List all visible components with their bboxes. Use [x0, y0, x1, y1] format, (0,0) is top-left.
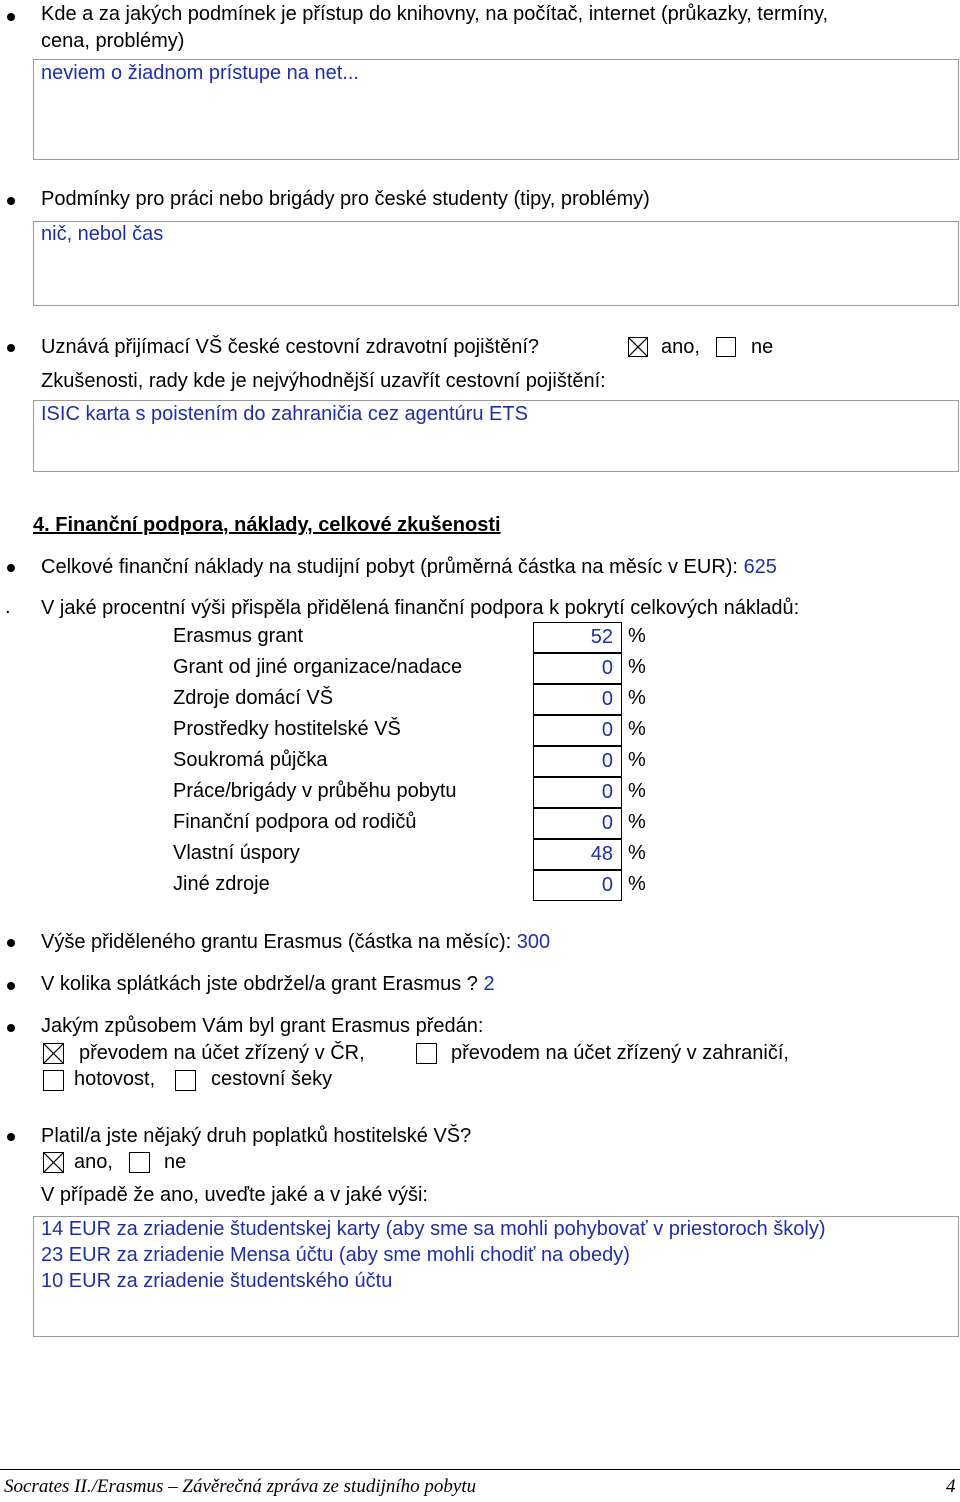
funding-unit: %	[628, 687, 646, 709]
answer-fees-line: 23 EUR za zriadenie Mensa účtu (aby sme mohli chodiť na obedy)	[41, 1244, 630, 1266]
funding-value-erasmus[interactable]: 52	[533, 622, 622, 653]
checkbox-insurance-no[interactable]	[716, 337, 736, 357]
checkbox-payment-cz[interactable]	[43, 1043, 64, 1064]
label-payment-cheques: cestovní šeky	[211, 1068, 333, 1090]
question-access-cont: cena, problémy)	[41, 30, 185, 52]
funding-label-loan: Soukromá půjčka	[173, 749, 328, 771]
question-insurance-advice: Zkušenosti, rady kde je nejvýhodnější uzavřít cestovní pojištění:	[41, 370, 606, 392]
funding-label-erasmus: Erasmus grant	[173, 625, 304, 647]
answer-costs: 625	[743, 556, 777, 578]
checkbox-payment-cheques[interactable]	[175, 1070, 196, 1091]
funding-value-home-uni[interactable]: 0	[533, 684, 622, 715]
question-costs-text: Celkové finanční náklady na studijní pobyt (průměrná částka na měsíc v EUR):	[41, 556, 738, 578]
checked-mark-icon	[44, 1044, 63, 1063]
answer-box-work[interactable]	[33, 221, 959, 306]
question-grant-amount	[41, 931, 550, 954]
question-installments	[41, 973, 495, 996]
footer-rule	[0, 1469, 960, 1470]
checkbox-insurance-yes[interactable]	[628, 337, 648, 357]
question-fees: Platil/a jste nějaký druh poplatků hostitelské VŠ?	[41, 1125, 472, 1147]
answer-grant-amount: 300	[516, 931, 551, 953]
section-heading: 4. Finanční podpora, náklady, celkové zkušenosti	[33, 514, 501, 536]
bullet	[7, 13, 15, 21]
label-payment-abroad: převodem na účet zřízený v zahraničí,	[451, 1042, 789, 1064]
checkbox-payment-abroad[interactable]	[416, 1043, 437, 1064]
funding-value-other[interactable]: 0	[533, 870, 622, 901]
checkbox-fees-no[interactable]	[129, 1152, 150, 1173]
question-installments-text: V kolika splátkách jste obdržel/a grant Erasmus ?	[41, 973, 478, 995]
answer-fees-line: 14 EUR za zriadenie študentskej karty (aby sme sa mohli pohybovať v priestoroch školy)	[41, 1218, 826, 1240]
label-fees-no: ne	[164, 1151, 187, 1173]
funding-value-other-org[interactable]: 0	[533, 653, 622, 684]
funding-value-savings[interactable]: 48	[533, 839, 622, 870]
answer-work: nič, nebol čas	[41, 223, 164, 245]
label-payment-cz: převodem na účet zřízený v ČR,	[79, 1042, 365, 1064]
funding-marker: .	[5, 596, 11, 618]
question-access: Kde a za jakých podmínek je přístup do knihovny, na počítač, internet (průkazky, termíny,	[41, 3, 829, 25]
funding-unit: %	[628, 718, 646, 740]
question-grant-amount-text: Výše přiděleného grantu Erasmus (částka na měsíc):	[41, 931, 512, 953]
label-insurance-no: ne	[751, 336, 774, 358]
funding-unit: %	[628, 842, 646, 864]
checked-mark-icon	[629, 338, 647, 356]
bullet	[7, 982, 15, 990]
answer-fees-line: 10 EUR za zriadenie študentského účtu	[41, 1270, 393, 1292]
funding-label-work: Práce/brigády v průběhu pobytu	[173, 780, 457, 802]
label-insurance-yes: ano,	[661, 336, 700, 358]
answer-insurance: ISIC karta s poistením do zahraničia cez agentúru ETS	[41, 403, 528, 425]
bullet	[7, 564, 15, 572]
checked-mark-icon	[44, 1153, 63, 1172]
label-fees-yes: ano,	[74, 1151, 113, 1173]
funding-value-parents[interactable]: 0	[533, 808, 622, 839]
question-insurance: Uznává přijímací VŠ české cestovní zdravotní pojištění?	[41, 336, 540, 358]
funding-unit: %	[628, 656, 646, 678]
funding-value-work[interactable]: 0	[533, 777, 622, 808]
funding-unit: %	[628, 873, 646, 895]
bullet	[7, 197, 15, 205]
label-payment-cash: hotovost,	[74, 1068, 156, 1090]
checkbox-fees-yes[interactable]	[43, 1152, 64, 1173]
question-costs	[41, 556, 777, 579]
bullet	[7, 1133, 15, 1141]
page-number: 4	[946, 1476, 956, 1497]
funding-unit: %	[628, 811, 646, 833]
funding-unit: %	[628, 780, 646, 802]
funding-label-savings: Vlastní úspory	[173, 842, 300, 864]
bullet	[7, 1024, 15, 1032]
funding-label-home-uni: Zdroje domácí VŠ	[173, 687, 334, 709]
question-funding: V jaké procentní výši přispěla přidělená finanční podpora k pokrytí celkových nákladů:	[41, 597, 800, 619]
answer-installments: 2	[483, 973, 495, 995]
bullet	[7, 344, 15, 352]
answer-access: neviem o žiadnom prístupe na net...	[41, 62, 359, 84]
funding-label-other-org: Grant od jiné organizace/nadace	[173, 656, 463, 678]
funding-label-parents: Finanční podpora od rodičů	[173, 811, 417, 833]
funding-label-other: Jiné zdroje	[173, 873, 270, 895]
funding-value-loan[interactable]: 0	[533, 746, 622, 777]
funding-label-host-uni: Prostředky hostitelské VŠ	[173, 718, 401, 740]
question-work: Podmínky pro práci nebo brigády pro české studenty (tipy, problémy)	[41, 188, 650, 210]
footer-title: Socrates II./Erasmus – Závěrečná zpráva ze studijního pobytu	[4, 1476, 477, 1497]
funding-unit: %	[628, 749, 646, 771]
funding-value-host-uni[interactable]: 0	[533, 715, 622, 746]
funding-unit: %	[628, 625, 646, 647]
question-payment: Jakým způsobem Vám byl grant Erasmus předán:	[41, 1015, 484, 1037]
bullet	[7, 939, 15, 947]
question-fees-details: V případě že ano, uveďte jaké a v jaké výši:	[41, 1184, 428, 1206]
checkbox-payment-cash[interactable]	[43, 1070, 64, 1091]
